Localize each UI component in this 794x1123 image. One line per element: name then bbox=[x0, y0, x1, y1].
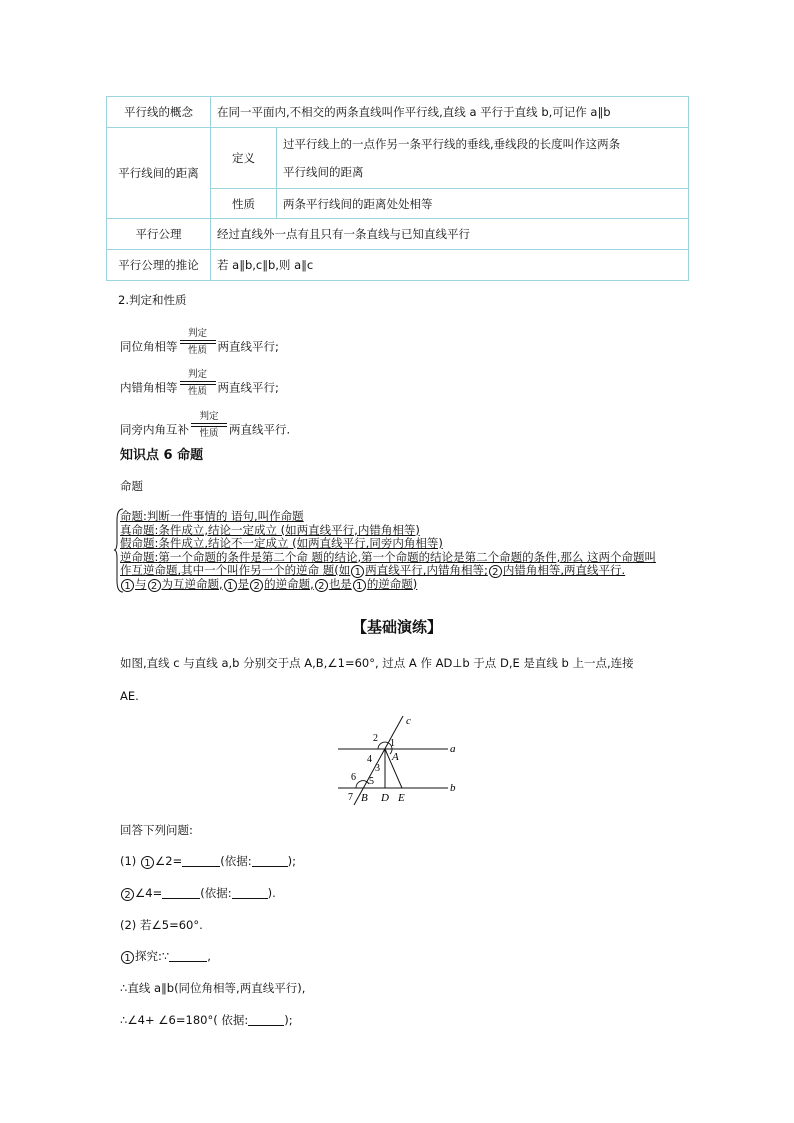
question-2c bbox=[120, 1012, 293, 1028]
rel-bottom-label: 性质 bbox=[199, 428, 219, 439]
row-label: 平行线间的距离 bbox=[107, 128, 211, 219]
rel-top-label: 判定 bbox=[187, 328, 207, 339]
knowledge-subtitle: 命题 bbox=[120, 479, 143, 493]
content-line: 过平行线上的一点作另一条平行线的垂线,垂线段的长度叫作这两条 bbox=[283, 137, 621, 151]
circled-number: 1 bbox=[351, 565, 364, 578]
knowledge-title: 知识点 6 命题 bbox=[120, 448, 204, 463]
circled-number: 1 bbox=[141, 856, 154, 869]
problem-text: AE. bbox=[120, 689, 139, 703]
angle-label: 4 bbox=[367, 754, 372, 765]
proposition-line: 真命题:条件成立,结论一定成立 (如两直线平行,内错角相等) bbox=[120, 522, 420, 537]
label-B: B bbox=[361, 792, 368, 804]
answer-blank[interactable] bbox=[182, 854, 220, 867]
question-text: ); bbox=[287, 854, 296, 868]
question-text: ∠4= bbox=[135, 886, 163, 900]
line-part: 两直线平行,内错角相等; bbox=[365, 563, 488, 577]
relation-right: 两直线平行; bbox=[217, 380, 279, 395]
line-part: 的逆命题) bbox=[366, 576, 418, 591]
circled-number: 2 bbox=[148, 579, 161, 592]
rel-top-label: 判定 bbox=[187, 369, 207, 380]
row-content: 若 a∥b,c∥b,则 a∥c bbox=[211, 250, 689, 281]
relation-left: 同旁内角互补 bbox=[120, 422, 189, 437]
question-text: ∴∠4+ ∠6=180°( 依据: bbox=[120, 1013, 249, 1027]
question-text: ); bbox=[284, 1013, 293, 1027]
line-part: 为互逆命题, bbox=[161, 576, 223, 591]
answer-blank[interactable] bbox=[252, 854, 288, 867]
rel-bottom-label: 性质 bbox=[187, 345, 207, 356]
label-D: D bbox=[381, 792, 389, 804]
question-text: ∠2= bbox=[154, 854, 183, 868]
label-E: E bbox=[398, 792, 405, 804]
row-content: 经过直线外一点有且只有一条直线与已知直线平行 bbox=[211, 219, 689, 250]
line-part: 是 bbox=[237, 576, 250, 591]
proposition-line bbox=[120, 578, 417, 592]
angle-label: 7 bbox=[348, 792, 353, 803]
row-sublabel: 定义 bbox=[211, 128, 277, 189]
double-arrow bbox=[179, 328, 217, 357]
section-title: 【基础演练】 bbox=[351, 618, 442, 636]
question-1a bbox=[120, 853, 296, 869]
question-text: (依据: bbox=[220, 854, 252, 868]
row-content: 两条平行线间的距离处处相等 bbox=[277, 189, 689, 219]
row-label: 平行线的概念 bbox=[107, 97, 211, 128]
circled-number: 1 bbox=[353, 579, 366, 592]
line-part: 内错角相等,两直线平行. bbox=[502, 563, 626, 577]
row-content bbox=[277, 128, 689, 189]
line-part: 作互逆命题,其中一个叫作另一个的逆命 题(如 bbox=[120, 563, 351, 577]
rel-top-label: 判定 bbox=[199, 411, 219, 422]
question-2b: ∴直线 a∥b(同位角相等,两直线平行), bbox=[120, 981, 306, 995]
answer-blank[interactable] bbox=[248, 1013, 284, 1026]
circled-number: 1 bbox=[121, 951, 134, 964]
label-a: a bbox=[450, 743, 456, 755]
problem-text: 如图,直线 c 与直线 a,b 分别交于点 A,B,∠1=60°, 过点 A 作 AD⊥b 于点 D,E 是直线 b 上一点,连接 bbox=[120, 656, 634, 670]
row-label: 平行公理 bbox=[107, 219, 211, 250]
question-text: (依据: bbox=[200, 886, 232, 900]
question-text: ). bbox=[267, 886, 276, 900]
row-content: 在同一平面内,不相交的两条直线叫作平行线,直线 a 平行于直线 b,可记作 a∥b bbox=[211, 97, 689, 128]
double-arrow bbox=[190, 411, 228, 440]
angle-label: 2 bbox=[373, 733, 378, 744]
content-line: 平行线间的距离 bbox=[283, 165, 364, 179]
question-number: (1) bbox=[120, 854, 137, 868]
answer-blank[interactable] bbox=[169, 949, 207, 962]
circled-number: 1 bbox=[121, 579, 134, 592]
relation-left: 同位角相等 bbox=[120, 339, 178, 354]
question-1b bbox=[120, 885, 276, 901]
label-b: b bbox=[450, 782, 456, 794]
relation-item bbox=[120, 328, 279, 357]
question-2a bbox=[120, 948, 211, 964]
answer-prompt: 回答下列问题: bbox=[120, 823, 193, 837]
line-part: 也是 bbox=[328, 576, 352, 591]
section-heading: 2.判定和性质 bbox=[118, 293, 187, 307]
relation-item bbox=[120, 411, 291, 440]
geometry-figure bbox=[330, 710, 470, 808]
proposition-line: 假命题:条件成立,结论不一定成立 (如两直线平行,同旁内角相等) bbox=[120, 536, 443, 550]
circled-number: 1 bbox=[224, 579, 237, 592]
line-part: 的逆命题, bbox=[264, 576, 314, 591]
double-arrow bbox=[179, 369, 217, 398]
angle-label: 1 bbox=[390, 738, 395, 749]
answer-blank[interactable] bbox=[162, 886, 200, 899]
relation-item bbox=[120, 369, 279, 398]
question-2: (2) 若∠5=60°. bbox=[120, 918, 203, 932]
relation-left: 内错角相等 bbox=[120, 380, 178, 395]
relation-right: 两直线平行; bbox=[217, 339, 279, 354]
angle-label: 5 bbox=[369, 776, 374, 787]
proposition-line: 命题:判断一件事情的 语句,叫作命题 bbox=[120, 509, 304, 523]
angle-arc-B bbox=[356, 781, 369, 788]
angle-label: 6 bbox=[351, 772, 356, 783]
definition-table bbox=[106, 96, 689, 281]
proposition-line: 逆命题:第一个命题的条件是第二个命 题的结论,第一个命题的结论是第二个命题的条件,那么 这两个命题叫 bbox=[120, 549, 656, 564]
question-text: 探究:∵ bbox=[135, 949, 170, 963]
circled-number: 2 bbox=[121, 888, 134, 901]
label-c: c bbox=[406, 715, 411, 727]
row-sublabel: 性质 bbox=[211, 189, 277, 219]
angle-label: 3 bbox=[375, 763, 380, 774]
label-A: A bbox=[392, 751, 399, 763]
circled-number: 2 bbox=[489, 565, 502, 578]
circled-number: 2 bbox=[250, 579, 263, 592]
circled-number: 2 bbox=[315, 579, 328, 592]
relation-right: 两直线平行. bbox=[229, 422, 291, 437]
row-label: 平行公理的推论 bbox=[107, 250, 211, 281]
answer-blank[interactable] bbox=[232, 886, 268, 899]
rel-bottom-label: 性质 bbox=[187, 386, 207, 397]
question-text: , bbox=[207, 949, 211, 963]
line-part: 与 bbox=[135, 576, 147, 591]
